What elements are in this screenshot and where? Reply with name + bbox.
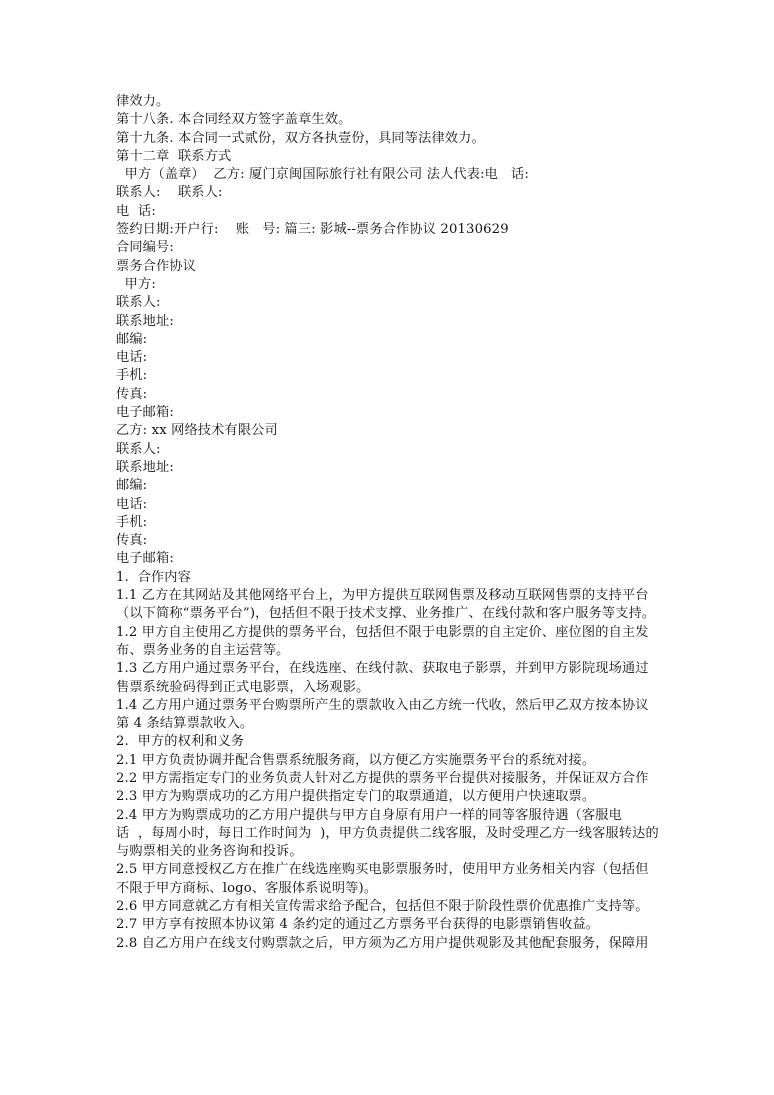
document-line: 联系人:	[116, 441, 161, 457]
document-line: 合同编号:	[116, 240, 174, 256]
document-body	[116, 93, 684, 953]
document-line: 联系人:	[116, 295, 161, 311]
document-line: 2. 甲方的权利和义务	[116, 734, 245, 750]
document-line: 律效力。	[116, 94, 170, 109]
document-line: 票务合作协议	[116, 258, 197, 274]
document-line: 2.1 甲方负责协调并配合售票系统服务商，以方便乙方实施票务平台的系统对接。	[116, 752, 596, 768]
document-line: 2.8 自乙方用户在线支付购票款之后，甲方须为乙方用户提供观影及其他配套服务，保障用	[116, 935, 649, 951]
document-line: 电话:	[116, 496, 148, 512]
document-line: 邮编:	[116, 478, 148, 494]
document-line: 第 4 条结算票款收入。	[116, 716, 254, 732]
document-line: 手机:	[116, 368, 148, 384]
document-line: 手机:	[116, 514, 148, 530]
document-line: 2.7 甲方享有按照本协议第 4 条约定的通过乙方票务平台获得的电影票销售收益。	[116, 917, 600, 933]
document-line: 1.4 乙方用户通过票务平台购票所产生的票款收入由乙方统一代收，然后甲乙双方按本协议	[116, 697, 649, 713]
document-line: 售票系统验码得到正式电影票，入场观影。	[116, 679, 370, 695]
document-line: 联系地址:	[116, 459, 174, 475]
document-line: 1.1 乙方在其网站及其他网络平台上，为甲方提供互联网售票及移动互联网售票的支持平台	[116, 588, 649, 604]
document-line: 话 ，每周小时，每日工作时间为 )，甲方负责提供二线客服，及时受理乙方一线客服转达的	[116, 825, 659, 841]
document-line: 不限于甲方商标、logo、客服体系说明等)。	[116, 880, 378, 896]
document-line: 电 话:	[116, 203, 156, 219]
document-line: 1.2 甲方自主使用乙方提供的票务平台，包括但不限于电影票的自主定价、座位图的自主发	[116, 624, 649, 640]
document-line: 与购票相关的业务咨询和投诉。	[116, 844, 303, 860]
document-line: 1. 合作内容	[116, 569, 191, 585]
document-line: 联系人: 联系人:	[116, 185, 223, 201]
document-line: 传真:	[116, 533, 148, 549]
document-line: 传真:	[116, 386, 148, 402]
document-line: 第十九条. 本合同一式贰份，双方各执壹份，具同等法律效力。	[116, 130, 485, 146]
document-line: 2.5 甲方同意授权乙方在推广在线选座购买电影票服务时，使用甲方业务相关内容（包括但	[116, 862, 649, 878]
document-line: 甲方（盖章） 乙方: 厦门京闽国际旅行社有限公司 法人代表:电 话:	[116, 167, 529, 183]
document-line: 电话:	[116, 350, 148, 366]
document-line: 邮编:	[116, 331, 148, 347]
document-line: 2.2 甲方需指定专门的业务负责人针对乙方提供的票务平台提供对接服务，并保证双方合作	[116, 770, 649, 786]
document-line: 第十八条. 本合同经双方签字盖章生效。	[116, 112, 352, 128]
document-line: 2.4 甲方为购票成功的乙方用户提供与甲方自身原有用户一样的同等客服待遇（客服电	[116, 807, 622, 823]
document-line: （以下简称“票务平台”)，包括但不限于技术支撑、业务推广、在线付款和客户服务等支持。	[116, 606, 656, 622]
document-line: 2.3 甲方为购票成功的乙方用户提供指定专门的取票通道，以方便用户快速取票。	[116, 789, 596, 805]
document-line: 电子邮箱:	[116, 405, 174, 421]
document-line: 电子邮箱:	[116, 551, 174, 567]
document-line: 布、票务业务的自主运营等。	[116, 642, 290, 658]
document-line: 签约日期:开户行: 账 号: 篇三: 影城--票务合作协议 20130629	[116, 222, 509, 238]
document-line: 联系地址:	[116, 313, 174, 329]
document-line: 甲方:	[116, 276, 156, 292]
document-line: 乙方: xx 网络技术有限公司	[116, 423, 278, 439]
document-line: 第十二章 联系方式	[116, 148, 232, 164]
document-line: 2.6 甲方同意就乙方有相关宣传需求给予配合，包括但不限于阶段性票价优惠推广支持等。	[116, 899, 649, 915]
document-line: 1.3 乙方用户通过票务平台，在线选座、在线付款、获取电子影票，并到甲方影院现场通过	[116, 661, 649, 677]
